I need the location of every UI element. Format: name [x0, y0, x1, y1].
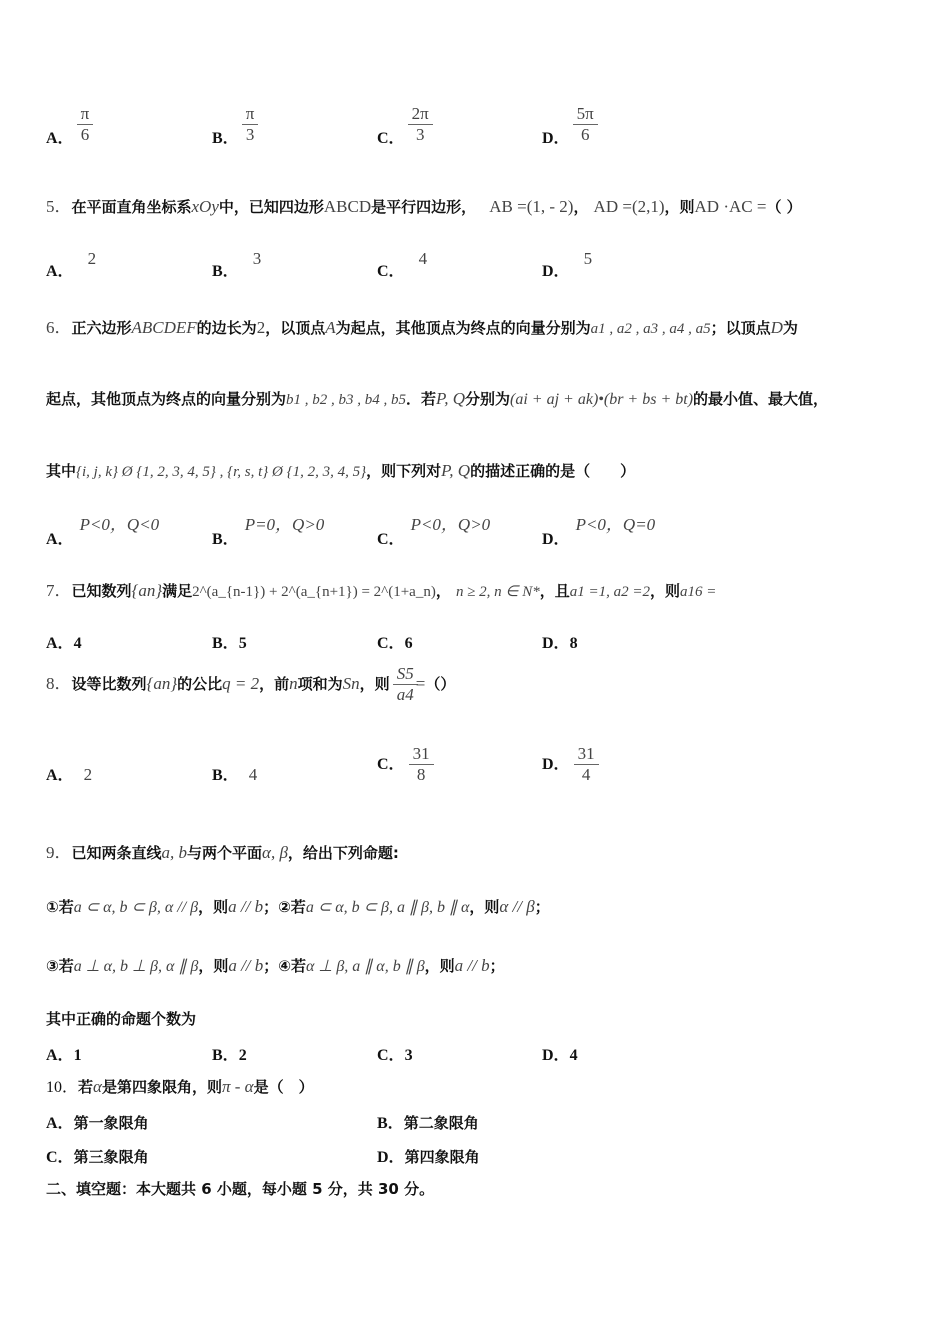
q7-option-b[interactable]: B．5	[212, 635, 247, 652]
q6-option-b[interactable]: B．P=0，Q>0	[212, 515, 325, 548]
q9-option-d[interactable]: D．4	[542, 1047, 578, 1064]
q6-option-d[interactable]: D．P<0，Q=0	[542, 515, 656, 548]
q10-stem: 10．若α是第四象限角，则π - α是（ ）	[46, 1077, 314, 1096]
q9-option-b[interactable]: B．2	[212, 1047, 247, 1064]
section-heading: 二、填空题：本大题共 6 小题，每小题 5 分，共 30 分。	[46, 1180, 435, 1198]
q10-option-d[interactable]: D．第四象限角	[377, 1148, 480, 1166]
q9-summary: 其中正确的命题个数为	[46, 1010, 197, 1028]
q8-option-a[interactable]: A． 2	[46, 765, 93, 784]
q4-c-den: 3	[415, 125, 425, 144]
q8-fraction: $\frac{S5}{a4}$	[395, 664, 416, 705]
q6-option-c[interactable]: C．P<0，Q>0	[377, 515, 491, 548]
q4-option-a[interactable]: A． $\frac{\pi}{6}$	[46, 104, 91, 145]
q6-option-a[interactable]: A．P<0，Q<0	[46, 515, 160, 548]
q7-stem: 7．已知数列{an}满足2^(a_{n-1}) + 2^(a_{n+1}) = 2^(1+a_n)， n ≥ 2, n ∈ N*，且a1 =1, a2 =2，则a16 =	[46, 581, 717, 600]
q4-c-num: 2π	[411, 104, 429, 123]
q8-option-d[interactable]: D． $\frac{31}{4}$	[542, 744, 597, 785]
q5-option-b[interactable]: B．3	[212, 249, 262, 280]
q6-stem-line1: 6．正六边形ABCDEF的边长为2，以顶点A为起点，其他顶点为终点的向量分别为a1 , a2 , a3 , a4 , a5；以顶点D为	[46, 318, 798, 337]
q4-b-den: 3	[245, 125, 255, 144]
q4-a-num: π	[80, 104, 90, 123]
q9-option-c[interactable]: C．3	[377, 1047, 413, 1064]
q9-propositions-1-2: ①若a ⊂ α, b ⊂ β, α // β，则a // b；②若a ⊂ α, b ⊂ β, a ∥ β, b ∥ α，则α // β；	[46, 897, 550, 916]
q5-stem: 5．在平面直角坐标系xOy中，已知四边形ABCD是平行四边形， AB =(1, - 2)， AD =(2,1)，则AD ·AC =（ ）	[46, 197, 802, 216]
q4-d-den: 6	[580, 125, 590, 144]
q6-stem-line3: 其中{i, j, k} Ø {1, 2, 3, 4, 5} , {r, s, t} Ø {1, 2, 3, 4, 5}，则下列对P, Q的描述正确的是（ ）	[46, 461, 636, 480]
q4-b-num: π	[245, 104, 255, 123]
q10-option-a[interactable]: A．第一象限角	[46, 1114, 149, 1132]
q4-option-d[interactable]: D． $\frac{5\pi}{6}$	[542, 104, 596, 145]
q10-option-c[interactable]: C．第三象限角	[46, 1148, 149, 1166]
q9-propositions-3-4: ③若a ⊥ α, b ⊥ β, α ∥ β，则a // b；④若α ⊥ β, a ∥ α, b ∥ β，则a // b；	[46, 956, 505, 975]
q5-option-a[interactable]: A．2	[46, 249, 97, 280]
q4-option-b[interactable]: B． $\frac{\pi}{3}$	[212, 104, 256, 145]
q6-stem-line2: 起点，其他顶点为终点的向量分别为b1 , b2 , b3 , b4 , b5．若P, Q分别为(ai + aj + ak)•(br + bs + bt)的最小值、最大值，	[46, 389, 829, 408]
q5-option-c[interactable]: C．4	[377, 249, 428, 280]
q8-option-b[interactable]: B． 4	[212, 765, 258, 784]
q8-option-c[interactable]: C． $\frac{31}{8}$	[377, 744, 432, 785]
q10-option-b[interactable]: B．第二象限角	[377, 1114, 479, 1132]
q9-stem: 9．已知两条直线a, b与两个平面α, β，给出下列命题:	[46, 843, 399, 862]
q4-a-den: 6	[80, 125, 90, 144]
q5-option-d[interactable]: D．5	[542, 249, 593, 280]
q4-option-c[interactable]: C． $\frac{2\pi}{3}$	[377, 104, 431, 145]
q9-option-a[interactable]: A．1	[46, 1047, 82, 1064]
q7-option-a[interactable]: A．4	[46, 635, 82, 652]
q7-option-c[interactable]: C．6	[377, 635, 413, 652]
q4-d-num: 5π	[576, 104, 594, 123]
q7-option-d[interactable]: D．8	[542, 635, 578, 652]
q8-stem: 8．设等比数列{an}的公比q = 2，前n项和为Sn，则 $\frac{S5}{a4}$ =（）	[46, 664, 456, 704]
